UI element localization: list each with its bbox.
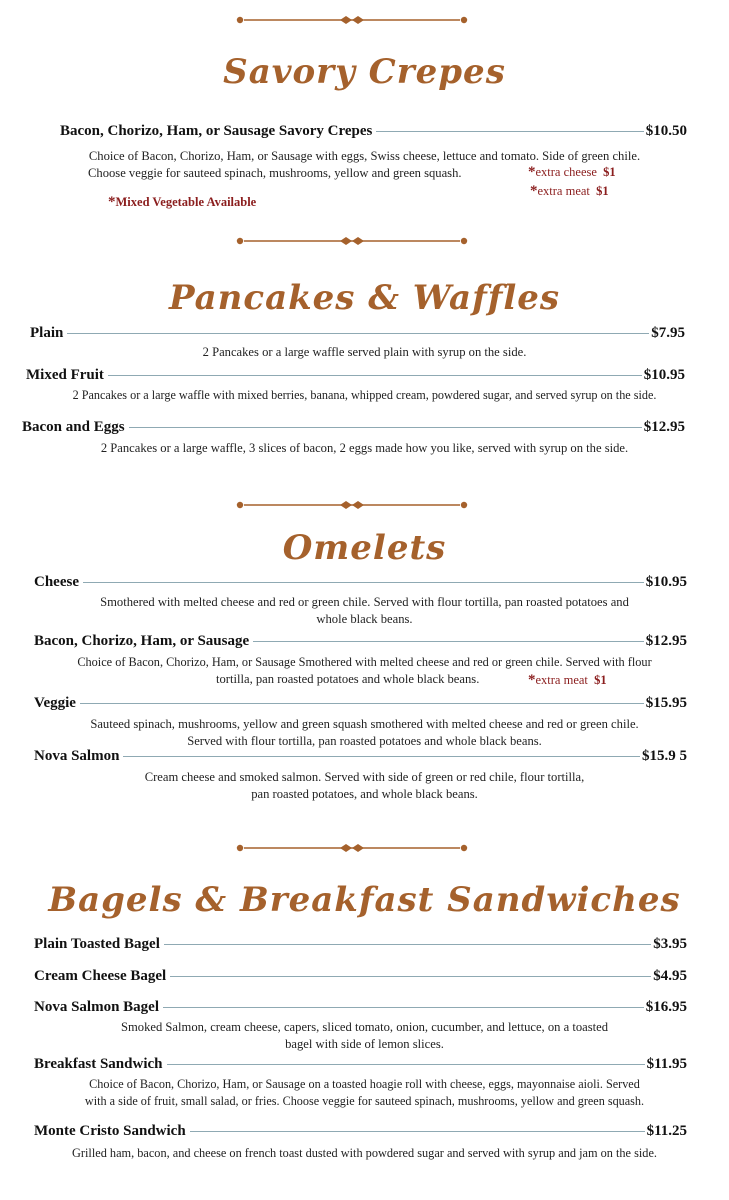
ornament-divider xyxy=(236,236,468,246)
item-price: $12.95 xyxy=(645,633,687,649)
item-description-2: Choose veggie for sauteed spinach, mushrooms, yellow and green squash. xyxy=(88,166,462,180)
item-price: $10.50 xyxy=(645,123,687,139)
item-name: Nova Salmon xyxy=(34,748,120,764)
menu-item xyxy=(34,967,687,985)
menu-item xyxy=(30,324,685,342)
leader-line xyxy=(129,427,642,428)
menu-item xyxy=(34,632,687,650)
item-description: Grilled ham, bacon, and cheese on french toast dusted with powdered sugar and served with syrup and jam on the side. xyxy=(72,1146,657,1160)
item-price: $15.95 xyxy=(645,695,687,711)
section-title-pancakes-waffles: Pancakes & Waffles xyxy=(168,278,561,318)
item-price: $15.9 5 xyxy=(642,748,687,764)
item-price: $7.95 xyxy=(651,325,685,341)
leader-line xyxy=(164,944,651,945)
extra-meat-note: *extra meat $1 xyxy=(530,183,609,199)
item-price: $4.95 xyxy=(653,968,687,984)
item-name: Bacon, Chorizo, Ham, or Sausage xyxy=(34,633,250,649)
item-price: $10.95 xyxy=(643,367,685,383)
section-title-omelets: Omelets xyxy=(282,528,447,568)
item-name: Bacon and Eggs xyxy=(22,419,125,435)
item-description: Choice of Bacon, Chorizo, Ham, or Sausage with eggs, Swiss cheese, lettuce and tomato. Side of green chile. xyxy=(88,149,641,163)
section-title-savory-crepes: Savory Crepes xyxy=(223,52,506,92)
item-price: $16.95 xyxy=(645,999,687,1015)
item-description: Sauteed spinach, mushrooms, yellow and green squash smothered with melted cheese and red or green chile. Served with flour tortilla, pan roasted potatoes and whole black beans. xyxy=(90,717,639,748)
item-name: Mixed Fruit xyxy=(26,367,104,383)
item-name: Plain xyxy=(30,325,64,341)
item-name: Monte Cristo Sandwich xyxy=(34,1123,186,1139)
menu-item xyxy=(34,747,687,765)
menu-item xyxy=(60,122,687,140)
section-title-bagels-breakfast-sandwiches: Bagels & Breakfast Sandwiches xyxy=(48,880,681,920)
ornament-divider xyxy=(236,15,468,25)
item-name: Cheese xyxy=(34,574,79,590)
leader-line xyxy=(376,131,643,132)
item-name: Bacon, Chorizo, Ham, or Sausage Savory Crepes xyxy=(60,123,373,139)
item-description: Smothered with melted cheese and red or green chile. Served with flour tortilla, pan roasted potatoes and whole black beans. xyxy=(100,595,629,626)
item-description: Choice of Bacon, Chorizo, Ham, or Sausage on a toasted hoagie roll with cheese, eggs, mayonnaise aioli. Served with a side of fruit, small salad, or fries. Choose veggie for sauteed spinach, mushrooms, yellow and green squash. xyxy=(84,1077,645,1108)
extra-cheese-note: *extra cheese $1 xyxy=(528,164,616,180)
leader-line xyxy=(67,333,649,334)
item-price: $11.25 xyxy=(646,1123,687,1139)
item-description-2: tortilla, pan roasted potatoes and whole black beans. xyxy=(216,672,480,686)
item-price: $3.95 xyxy=(653,936,687,952)
leader-line xyxy=(123,756,640,757)
leader-line xyxy=(163,1007,644,1008)
item-description: Choice of Bacon, Chorizo, Ham, or Sausage Smothered with melted cheese and red or green chile. Served with flour xyxy=(77,655,652,669)
menu-item xyxy=(22,418,685,436)
ornament-divider xyxy=(236,500,468,510)
leader-line xyxy=(83,582,644,583)
leader-line xyxy=(167,1064,645,1065)
item-name: Plain Toasted Bagel xyxy=(34,936,160,952)
item-name: Cream Cheese Bagel xyxy=(34,968,167,984)
ornament-divider xyxy=(236,843,468,853)
leader-line xyxy=(253,641,644,642)
menu-item xyxy=(34,1055,687,1073)
item-description: Cream cheese and smoked salmon. Served with side of green or red chile, flour tortilla, pan roasted potatoes, and whole black beans. xyxy=(144,770,585,801)
item-description: 2 Pancakes or a large waffle served plain with syrup on the side. xyxy=(202,345,527,359)
item-name: Veggie xyxy=(34,695,76,711)
item-name: Nova Salmon Bagel xyxy=(34,999,160,1015)
menu-item xyxy=(34,573,687,591)
leader-line xyxy=(108,375,642,376)
item-price: $11.95 xyxy=(646,1056,687,1072)
menu-item xyxy=(34,1122,687,1140)
leader-line xyxy=(80,703,644,704)
mixed-vegetable-note: *Mixed Vegetable Available xyxy=(108,194,257,210)
item-description: 2 Pancakes or a large waffle with mixed berries, banana, whipped cream, powdered sugar, and served syrup on the side. xyxy=(72,388,657,402)
item-price: $10.95 xyxy=(645,574,687,590)
item-name: Breakfast Sandwich xyxy=(34,1056,163,1072)
menu-item xyxy=(34,935,687,953)
menu-item xyxy=(34,694,687,712)
item-description: Smoked Salmon, cream cheese, capers, sliced tomato, onion, cucumber, and lettuce, on a toasted bagel with side of lemon slices. xyxy=(121,1020,608,1051)
extra-meat-note: *extra meat $1 xyxy=(528,672,607,688)
item-description: 2 Pancakes or a large waffle, 3 slices of bacon, 2 eggs made how you like, served with syrup on the side. xyxy=(100,441,629,455)
leader-line xyxy=(170,976,651,977)
leader-line xyxy=(190,1131,645,1132)
menu-item xyxy=(26,366,685,384)
menu-item xyxy=(34,998,687,1016)
item-price: $12.95 xyxy=(643,419,685,435)
